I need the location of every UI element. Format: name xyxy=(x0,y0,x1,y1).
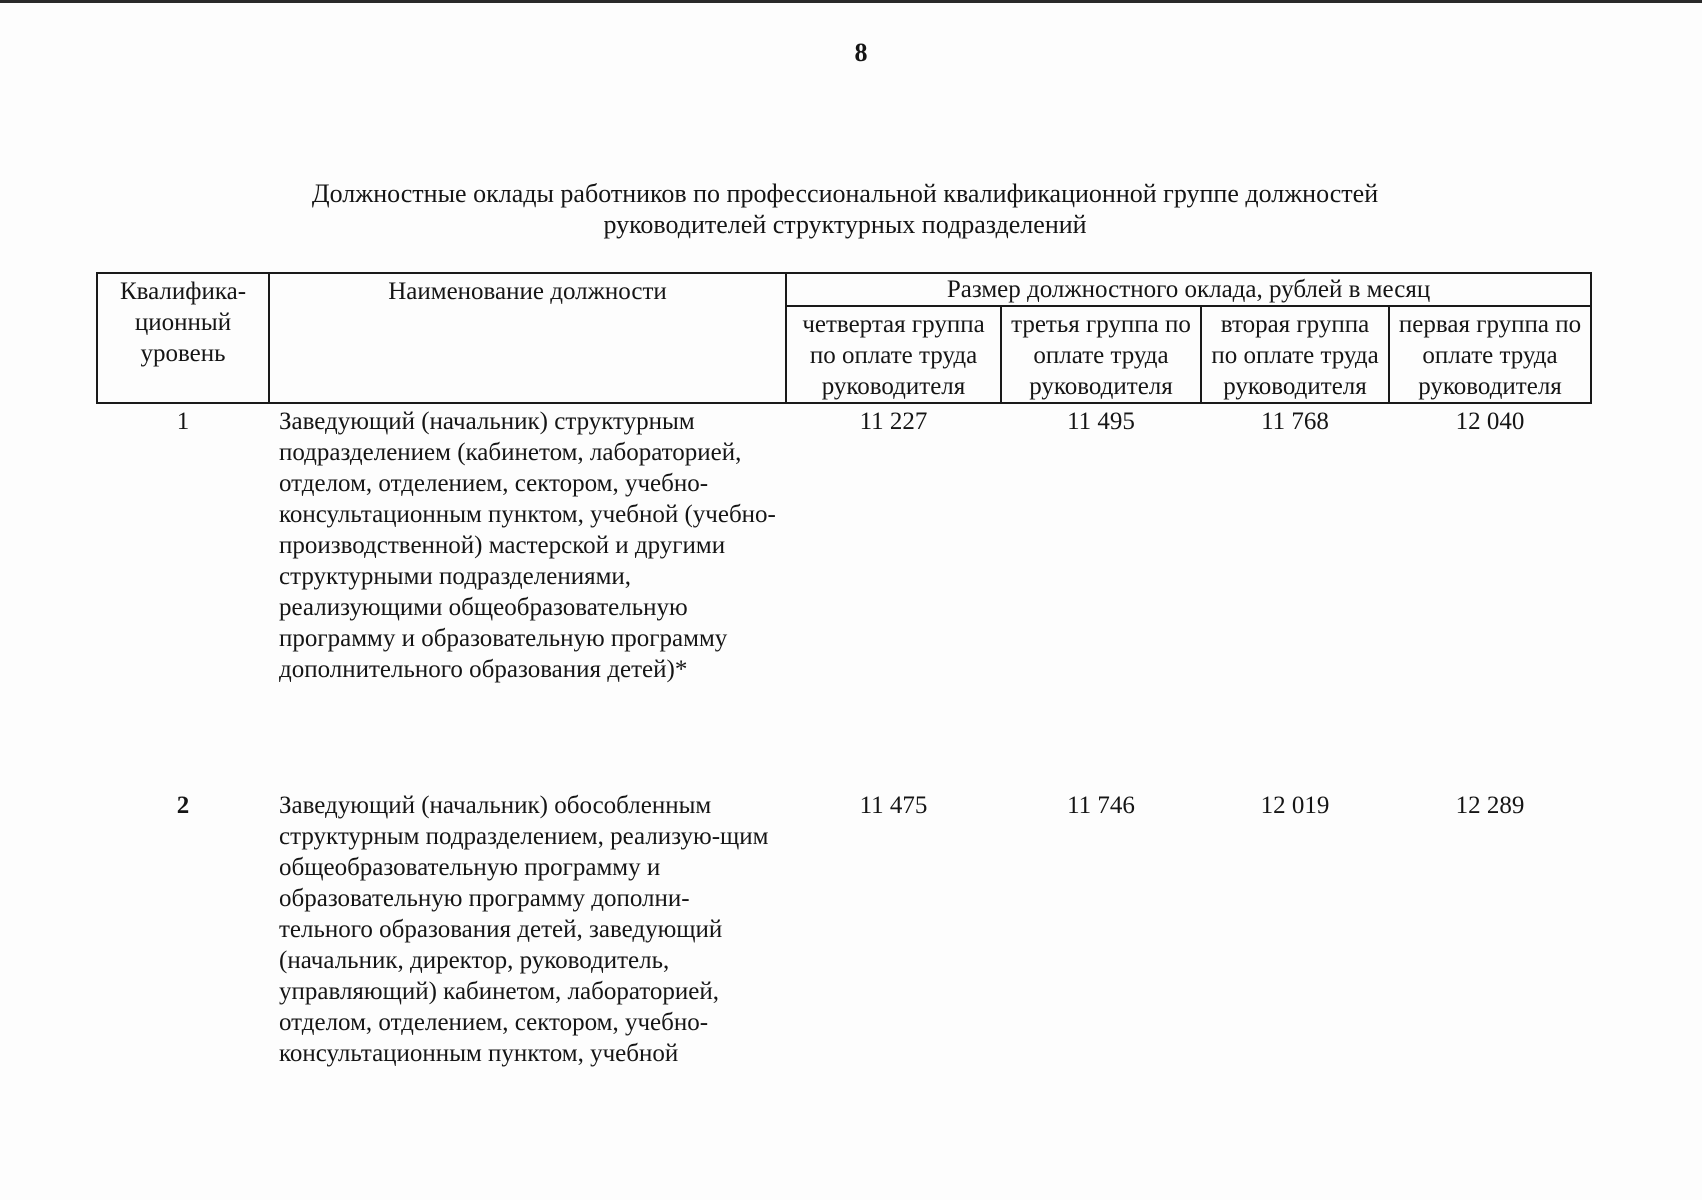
header-group-2: вторая группа по оплате труда руководителя xyxy=(1201,306,1389,403)
document-title-line-2: руководителей структурных подразделений xyxy=(603,210,1087,239)
header-position-name: Наименование должности xyxy=(269,273,786,403)
table-row xyxy=(97,403,1591,790)
row-position-name: Заведующий (начальник) структурным подразделением (кабинетом, лабораторией, отделом, отделением, сектором, учебно-консультационным пунктом, учебной (учебно-производственной) мастерской и другими структурными подразделениями, реализующими общеобразовательную программу и образовательную программу дополнительного образования детей)* xyxy=(279,408,776,683)
header-group-1: первая группа по оплате труда руководителя xyxy=(1389,306,1591,403)
document-title-line-1: Должностные оклады работников по профессиональной квалификационной группе должностей xyxy=(311,179,1379,208)
row-salary-group-4: 11 227 xyxy=(859,408,928,435)
row-salary-group-1: 12 040 xyxy=(1455,408,1525,435)
row-position-name: Заведующий (начальник) обособленным структурным подразделением, реализую-щим общеобразовательную программу и образовательную программу дополни-тельного образования детей, заведующий (начальник, директор, руководитель, управляющий) кабинетом, лабораторией, отделом, отделением, сектором, учебно-консультационным пунктом, учебной xyxy=(279,792,769,1067)
table-row xyxy=(97,790,1591,1069)
salary-table-body xyxy=(97,403,1591,1069)
page-number: 8 xyxy=(854,38,868,67)
top-border-line xyxy=(0,0,1702,3)
header-group-3: третья группа по оплате труда руководителя xyxy=(1001,306,1201,403)
document-title xyxy=(200,178,1490,240)
row-salary-group-1: 12 289 xyxy=(1455,792,1525,819)
salary-table-header xyxy=(97,273,1591,403)
row-level: 2 xyxy=(176,792,190,819)
row-salary-group-2: 12 019 xyxy=(1260,792,1330,819)
row-salary-group-3: 11 495 xyxy=(1067,408,1135,435)
salary-table xyxy=(96,272,1592,1069)
header-salary-size: Размер должностного оклада, рублей в месяц xyxy=(786,273,1591,306)
row-salary-group-4: 11 475 xyxy=(859,792,928,819)
header-qualification-level: Квалифика-ционный уровень xyxy=(97,273,269,403)
row-salary-group-3: 11 746 xyxy=(1067,792,1135,819)
row-level: 1 xyxy=(176,408,190,435)
header-group-4: четвертая группа по оплате труда руководителя xyxy=(786,306,1001,403)
row-salary-group-2: 11 768 xyxy=(1261,408,1329,435)
